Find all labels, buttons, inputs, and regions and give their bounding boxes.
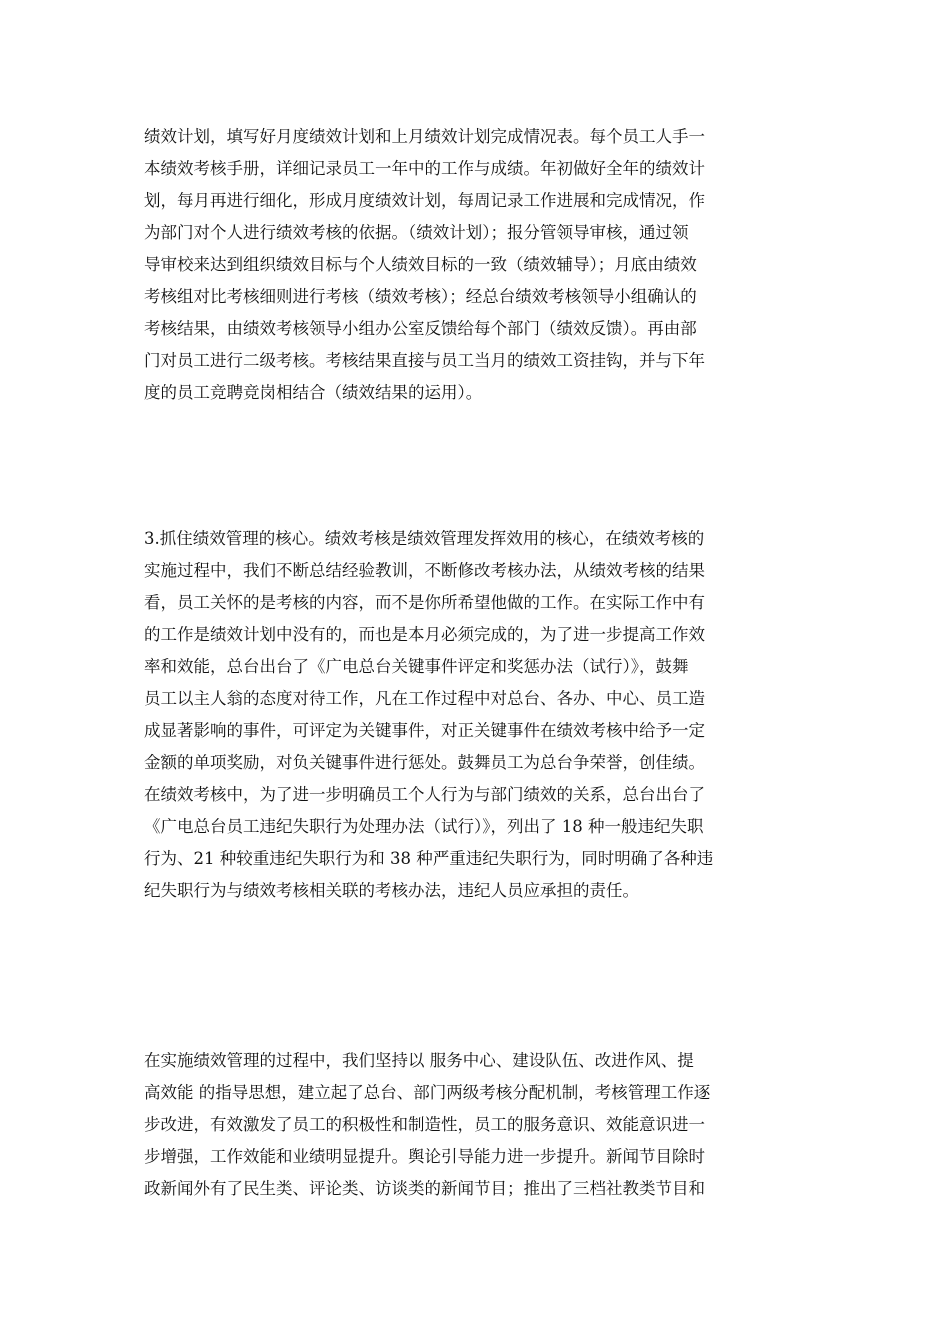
paragraph-performance-plan [144,121,809,409]
text-line: 政新闻外有了民生类、评论类、访谈类的新闻节目；推出了三档社教类节目和 [144,1179,705,1198]
text-line: 为部门对个人进行绩效考核的依据。（绩效计划）；报分管领导审核，通过领 [144,223,689,242]
text-line: 度的员工竞聘竞岗相结合（绩效结果的运用）。 [144,383,483,402]
text-line: 划，每月再进行细化，形成月度绩效计划，每周记录工作进展和完成情况，作 [144,191,705,210]
text-line: 《广电总台员工违纪失职行为处理办法（试行）》，列出了 18 种一般违纪失职 [144,817,704,836]
text-line: 考核组对比考核细则进行考核（绩效考核）；经总台绩效考核领导小组确认的 [144,287,697,306]
text-line: 在实施绩效管理的过程中，我们坚持以 服务中心、建设队伍、改进作风、提 [144,1051,694,1070]
text-line: 的工作是绩效计划中没有的，而也是本月必须完成的，为了进一步提高工作效 [144,625,705,644]
text-line: 步改进，有效激发了员工的积极性和制造性，员工的服务意识、效能意识进一 [144,1115,705,1134]
text-line: 考核结果，由绩效考核领导小组办公室反馈给每个部门（绩效反馈）。再由部 [144,319,697,338]
text-line: 行为、21 种较重违纪失职行为和 38 种严重违纪失职行为，同时明确了各种违 [144,849,714,868]
text-line: 看，员工关怀的是考核的内容，而不是你所希望他做的工作。在实际工作中有 [144,593,705,612]
text-line: 金额的单项奖励，对负关键事件进行惩处。鼓舞员工为总台争荣誉，创佳绩。 [144,753,705,772]
text-line: 步增强，工作效能和业绩明显提升。舆论引导能力进一步提升。新闻节目除时 [144,1147,705,1166]
text-line: 绩效计划，填写好月度绩效计划和上月绩效计划完成情况表。每个员工人手一 [144,127,705,146]
text-line: 率和效能，总台出台了《广电总台关键事件评定和奖惩办法（试行）》，鼓舞 [144,657,689,676]
text-line: 门对员工进行二级考核。考核结果直接与员工当月的绩效工资挂钩，并与下年 [144,351,705,370]
text-line: 高效能 的指导思想，建立起了总台、部门两级考核分配机制，考核管理工作逐 [144,1083,711,1102]
paragraph-performance-core [144,523,809,907]
text-line: 在绩效考核中，为了进一步明确员工个人行为与部门绩效的关系，总台出台了 [144,785,705,804]
text-line: 成显著影响的事件，可评定为关键事件，对正关键事件在绩效考核中给予一定 [144,721,705,740]
text-line: 导审校来达到组织绩效目标与个人绩效目标的一致（绩效辅导）；月底由绩效 [144,255,697,274]
text-line: 纪失职行为与绩效考核相关联的考核办法，违纪人员应承担的责任。 [144,881,639,900]
text-line: 员工以主人翁的态度对待工作，凡在工作过程中对总台、各办、中心、员工造 [144,689,705,708]
paragraph-implementation [144,1045,809,1205]
text-line: 实施过程中，我们不断总结经验教训，不断修改考核办法，从绩效考核的结果 [144,561,705,580]
text-line: 3.抓住绩效管理的核心。绩效考核是绩效管理发挥效用的核心，在绩效考核的 [144,529,705,548]
text-line: 本绩效考核手册，详细记录员工一年中的工作与成绩。年初做好全年的绩效计 [144,159,705,178]
